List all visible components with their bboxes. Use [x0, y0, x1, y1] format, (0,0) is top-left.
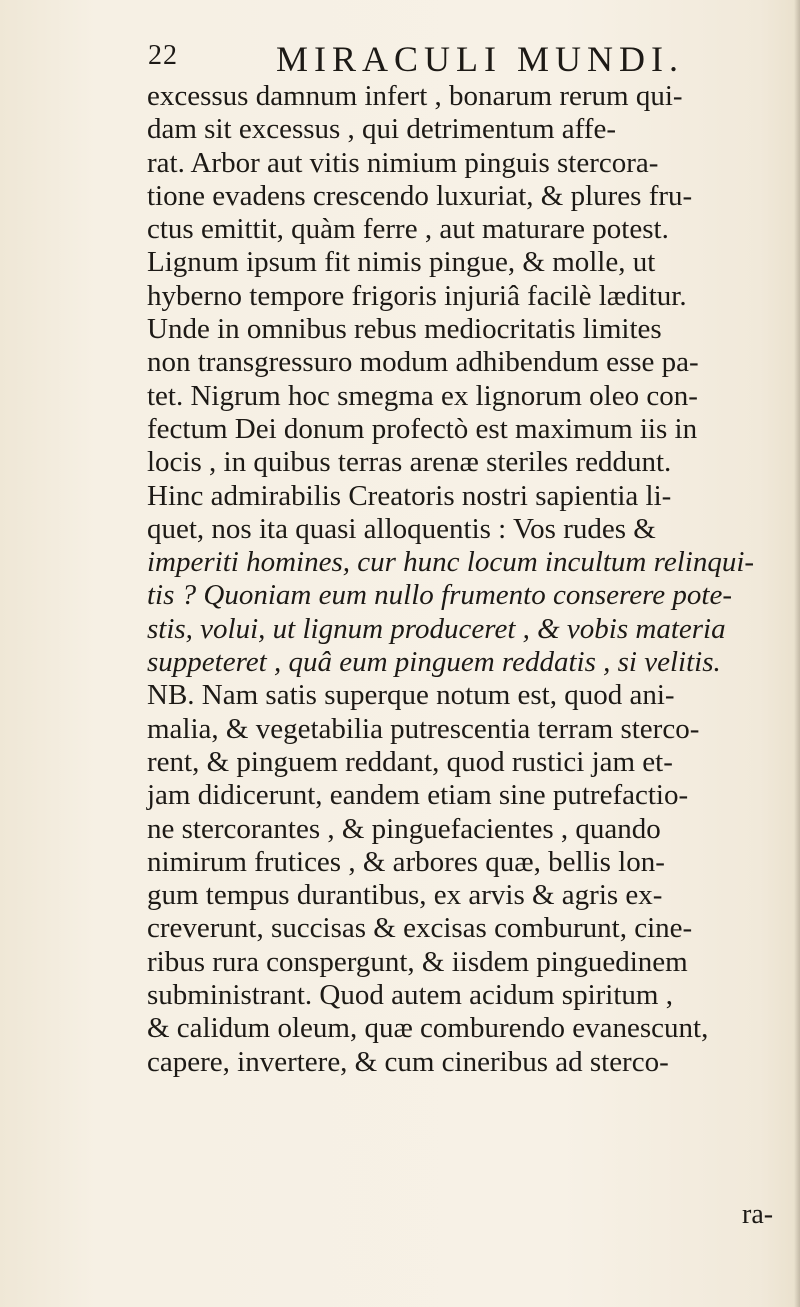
- text-line: & calidum oleum, quæ comburendo evanescunt,: [147, 1012, 709, 1045]
- text-line: Hinc admirabilis Creatoris nostri sapientia li-: [147, 479, 672, 512]
- page-header: [148, 38, 708, 78]
- text-line: ne stercorantes , & pinguefacientes , quando: [147, 812, 661, 845]
- text-line: malia, & vegetabilia putrescentia terram sterco-: [147, 712, 700, 745]
- text-line: suppeteret , quâ eum pinguem reddatis , si velitis.: [147, 646, 721, 679]
- text-line: fectum Dei donum profectò est maximum iis in: [147, 412, 698, 445]
- text-line: stis, volui, ut lignum produceret , & vobis materia: [147, 612, 726, 645]
- text-line: ribus rura conspergunt, & iisdem pinguedinem: [147, 945, 688, 978]
- text-line: excessus damnum infert , bonarum rerum qui-: [147, 80, 683, 112]
- text-line: gum tempus durantibus, ex arvis & agris ex-: [147, 879, 663, 912]
- text-line: dam sit excessus , qui detrimentum affe-: [147, 113, 616, 146]
- text-line: creverunt, succisas & excisas comburunt, cine-: [147, 912, 693, 945]
- text-line: non transgressuro modum adhibendum esse pa-: [147, 346, 699, 379]
- text-line: rat. Arbor aut vitis nimium pinguis stercora-: [147, 146, 659, 179]
- text-line: Lignum ipsum fit nimis pingue, & molle, ut: [147, 246, 656, 279]
- text-line: tione evadens crescendo luxuriat, & plures fru-: [147, 179, 693, 212]
- text-line: ctus emittit, quàm ferre , aut maturare potest.: [147, 213, 669, 246]
- text-line: locis , in quibus terras arenæ steriles reddunt.: [147, 446, 672, 479]
- text-line: rent, & pinguem reddant, quod rustici jam et-: [147, 745, 673, 778]
- text-line: hyberno tempore frigoris injuriâ facilè læditur.: [147, 279, 687, 312]
- page-number: 22: [148, 40, 178, 71]
- text-line: nimirum frutices , & arbores quæ, bellis lon-: [147, 845, 665, 878]
- text-line: NB. Nam satis superque notum est, quod ani-: [147, 679, 675, 712]
- text-line: imperiti homines, cur hunc locum incultum relinqui-: [147, 546, 755, 579]
- text-line: subministrant. Quod autem acidum spiritum ,: [147, 979, 673, 1012]
- page-edge-shadow: [794, 0, 800, 1307]
- text-line: Unde in omnibus rebus mediocritatis limites: [147, 313, 662, 346]
- text-line: quet, nos ita quasi alloquentis : Vos rudes &: [147, 512, 656, 545]
- running-title: MIRACULI MUNDI.: [276, 39, 684, 79]
- text-line: capere, invertere, & cum cineribus ad sterco-: [147, 1045, 669, 1078]
- body-text: [147, 80, 787, 1079]
- text-line: jam didicerunt, eandem etiam sine putrefactio-: [147, 779, 689, 812]
- text-line: tet. Nigrum hoc smegma ex lignorum oleo con-: [147, 379, 698, 412]
- catchword: ra-: [742, 1199, 774, 1230]
- text-line: tis ? Quoniam eum nullo frumento conserere pote-: [147, 579, 733, 612]
